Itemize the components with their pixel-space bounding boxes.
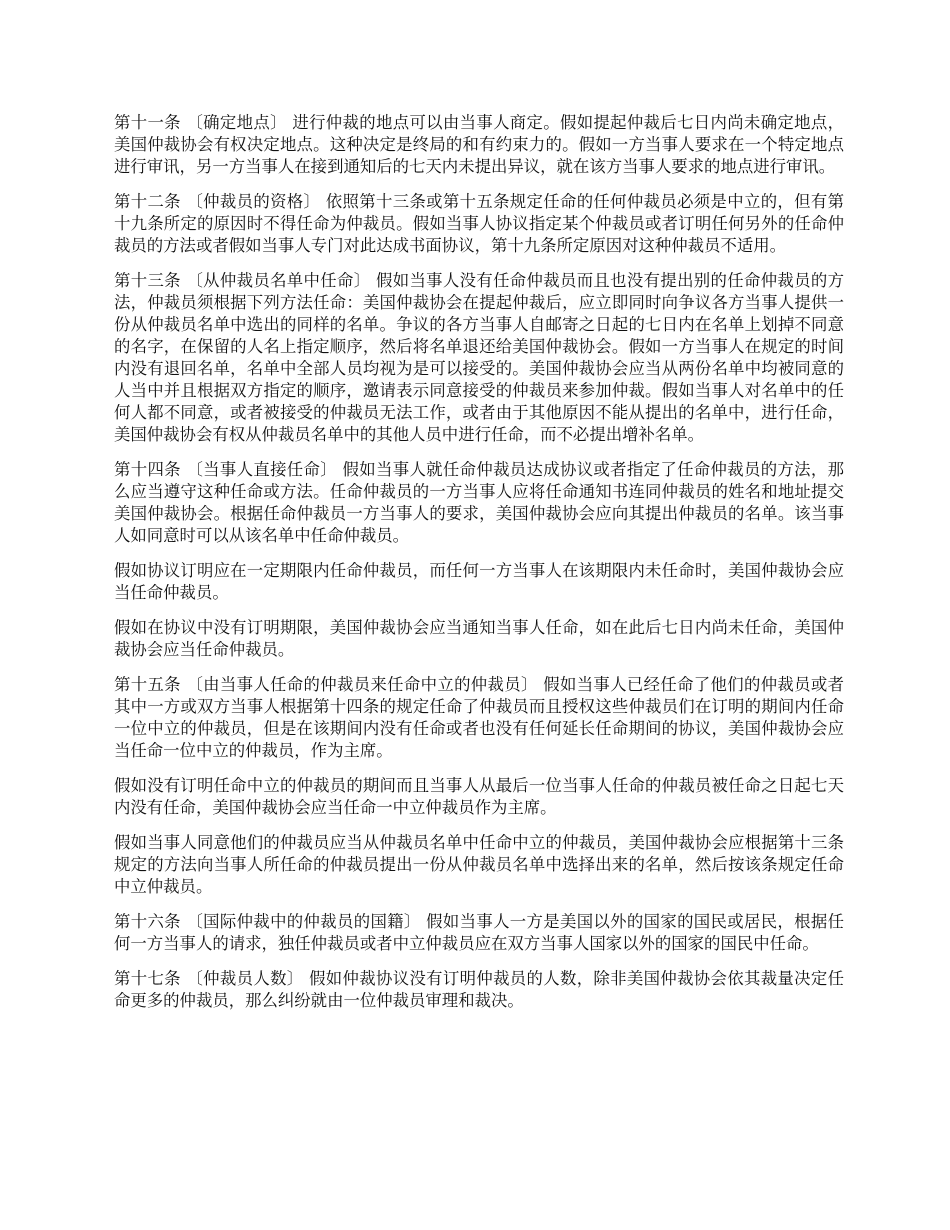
article-16-paragraph: 第十六条 〔国际仲裁中的仲裁员的国籍〕 假如当事人一方是美国以外的国家的国民或居民，根据任何一方当事人的请求，独任仲裁员或者中立仲裁员应在双方当事人国家以外的国家的国民中任命。 [114, 912, 844, 953]
article-13-paragraph: 第十三条 〔从仲裁员名单中任命〕 假如当事人没有任命仲裁员而且也没有提出别的任命仲裁员的方法，仲裁员须根据下列方法任命：美国仲裁协会在提起仲裁后，应立即同时向争议各方当事人提供一份从仲裁员名单中选出的同样的名单。争议的各方当事人自邮寄之日起的七日内在名单上划掉不同意的名字，在保留的人名上指定顺序，然后将名单退还给美国仲裁协会。假如一方当事人在规定的时间内没有退回名单，名单中全部人员均视为是可以接受的。美国仲裁协会应当从两份名单中均被同意的人当中并且根据双方指定的顺序，邀请表示同意接受的仲裁员来参加仲裁。假如当事人对名单中的任何人都不同意，或者被接受的仲裁员无法工作，或者由于其他原因不能从提出的名单中，进行任命，美国仲裁协会有权从仲裁员名单中的其他人员中进行任命，而不必提出增补名单。 [114, 271, 844, 444]
article-14-clause-3-paragraph: 假如在协议中没有订明期限，美国仲裁协会应当通知当事人任命，如在此后七日内尚未任命，美国仲裁协会应当任命仲裁员。 [114, 618, 844, 659]
article-15-paragraph: 第十五条 〔由当事人任命的仲裁员来任命中立的仲裁员〕 假如当事人已经任命了他们的仲裁员或者其中一方或双方当事人根据第十四条的规定任命了仲裁员而且授权这些仲裁员们在订明的期间内任命一位中立的仲裁员，但是在该期间内没有任命或者也没有任何延长任命期间的协议，美国仲裁协会应当任命一位中立的仲裁员，作为主席。 [114, 675, 844, 760]
article-14-clause-2-paragraph: 假如协议订明应在一定期限内任命仲裁员，而任何一方当事人在该期限内未任命时，美国仲裁协会应当任命仲裁员。 [114, 561, 844, 602]
document-page [114, 112, 844, 1025]
article-12-paragraph: 第十二条 〔仲裁员的资格〕 依照第十三条或第十五条规定任命的任何仲裁员必须是中立的，但有第十九条所定的原因时不得任命为仲裁员。假如当事人协议指定某个仲裁员或者订明任何另外的任命仲裁员的方法或者假如当事人专门对此达成书面协议，第十九条所定原因对这种仲裁员不适用。 [114, 192, 844, 255]
article-15-clause-3-paragraph: 假如当事人同意他们的仲裁员应当从仲裁员名单中任命中立的仲裁员，美国仲裁协会应根据第十三条规定的方法向当事人所任命的仲裁员提出一份从仲裁员名单中选择出来的名单，然后按该条规定任命中立仲裁员。 [114, 833, 844, 896]
article-14-paragraph: 第十四条 〔当事人直接任命〕 假如当事人就任命仲裁员达成协议或者指定了任命仲裁员的方法，那么应当遵守这种任命或方法。任命仲裁员的一方当事人应将任命通知书连同仲裁员的姓名和地址提交美国仲裁协会。根据任命仲裁员一方当事人的要求，美国仲裁协会应向其提出仲裁员的名单。该当事人如同意时可以从该名单中任命仲裁员。 [114, 460, 844, 545]
article-17-paragraph: 第十七条 〔仲裁员人数〕 假如仲裁协议没有订明仲裁员的人数，除非美国仲裁协会依其裁量决定任命更多的仲裁员，那么纠纷就由一位仲裁员审理和裁决。 [114, 969, 844, 1010]
article-11-paragraph: 第十一条 〔确定地点〕 进行仲裁的地点可以由当事人商定。假如提起仲裁后七日内尚未确定地点，美国仲裁协会有权决定地点。这种决定是终局的和有约束力的。假如一方当事人要求在一个特定地点进行审讯，另一方当事人在接到通知后的七天内未提出异议，就在该方当事人要求的地点进行审讯。 [114, 113, 844, 176]
article-15-clause-2-paragraph: 假如没有订明任命中立的仲裁员的期间而且当事人从最后一位当事人任命的仲裁员被任命之日起七天内没有任命，美国仲裁协会应当任命一中立仲裁员作为主席。 [114, 776, 844, 817]
